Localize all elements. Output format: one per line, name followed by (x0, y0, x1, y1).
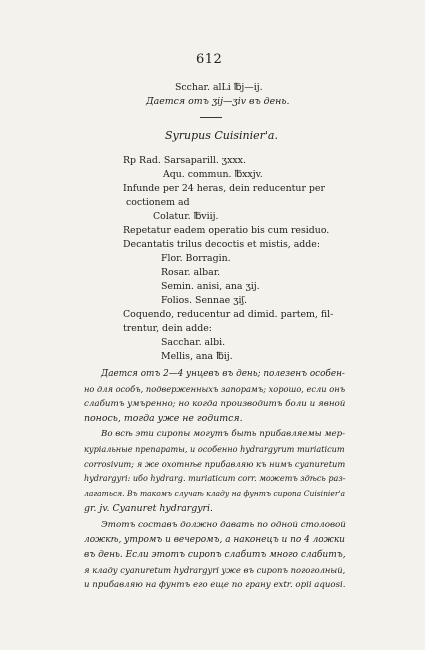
body-line: но для особъ, подверженныхъ запорамъ; хорошо, если онъ (84, 384, 346, 394)
body-line: куріальные препараты, и особенно hydrargyrum muriaticum (84, 444, 345, 454)
recipe-line: Colatur. ℔viij. (153, 211, 219, 222)
recipe-line: Rp Rad. Sarsaparill. ʒxxx. (123, 155, 246, 166)
body-line: я кладу cyanuretum hydrargyri уже въ сиропъ погоголный, (84, 565, 346, 575)
page-number: 612 (196, 52, 223, 67)
body-line: Во всѣ эти сиропы могутъ быть прибавляемы мер- (101, 429, 346, 439)
recipe-line: Semin. anisi, ana ʒij. (161, 281, 260, 292)
body-line: Этотъ составъ должно давать по одной столовой (101, 520, 346, 530)
recipe-line: Infunde per 24 heras, dein reducentur per (123, 183, 325, 194)
recipe-line: Mellis, ana ℔ij. (161, 351, 233, 362)
body-line: gr. jv. Cyanuret hydrargyri. (84, 503, 214, 514)
recipe-line: Rosar. albar. (161, 267, 221, 278)
body-line: въ день. Если этотъ сиропъ слабитъ много слабитъ, (84, 550, 346, 560)
body-line: и прибавляю на фунтъ его еще по грану extr. opii aquosi. (84, 580, 346, 590)
recipe-title: Syrupus Cuisinier'a. (165, 129, 278, 142)
recipe-line: trentur, dein adde: (123, 323, 212, 334)
body-line: слабитъ умъренно; но когда производитъ боли и явной (84, 399, 346, 409)
body-line: corrosivum; я же охотнѣе прибавляю къ нимъ cyanuretum (84, 459, 346, 469)
recipe-line: coctionem ad (126, 197, 190, 208)
dose-line: Дается отъ ʒij—ʒiv въ день. (146, 96, 290, 107)
body-line: лагаться. Въ такомъ случаѣ кладу на фунтъ сиропа Cuisinier'a (84, 489, 346, 498)
recipe-line: Folios. Sennae ʒiʃ. (161, 295, 248, 306)
body-line: hydrargyri: ибо hydrarg. muriaticum corr. можетъ здѣсь раз- (84, 474, 346, 483)
recipe-line: Repetatur eadem operatio bis cum residuo. (123, 225, 330, 236)
body-line: Дается отъ 2—4 унцевъ въ день; полезенъ особен- (101, 369, 345, 379)
dose-line: Scchar. alLi ℔j—ij. (175, 82, 263, 93)
recipe-line: Aqu. commun. ℔xxjv. (163, 169, 263, 180)
divider (200, 117, 222, 118)
body-line: понось, тогда уже не годится. (84, 413, 243, 424)
recipe-line: Decantatis trilus decoctis et mistis, adde: (123, 239, 321, 250)
recipe-line: Coquendo, reducentur ad dimid. partem, fil- (123, 309, 334, 320)
recipe-line: Flor. Borragin. (161, 253, 231, 264)
recipe-line: Sacchar. albi. (161, 337, 226, 348)
body-line: ложкѣ, утромъ и вечеромъ, а наконецъ и по 4 ложки (84, 535, 345, 545)
